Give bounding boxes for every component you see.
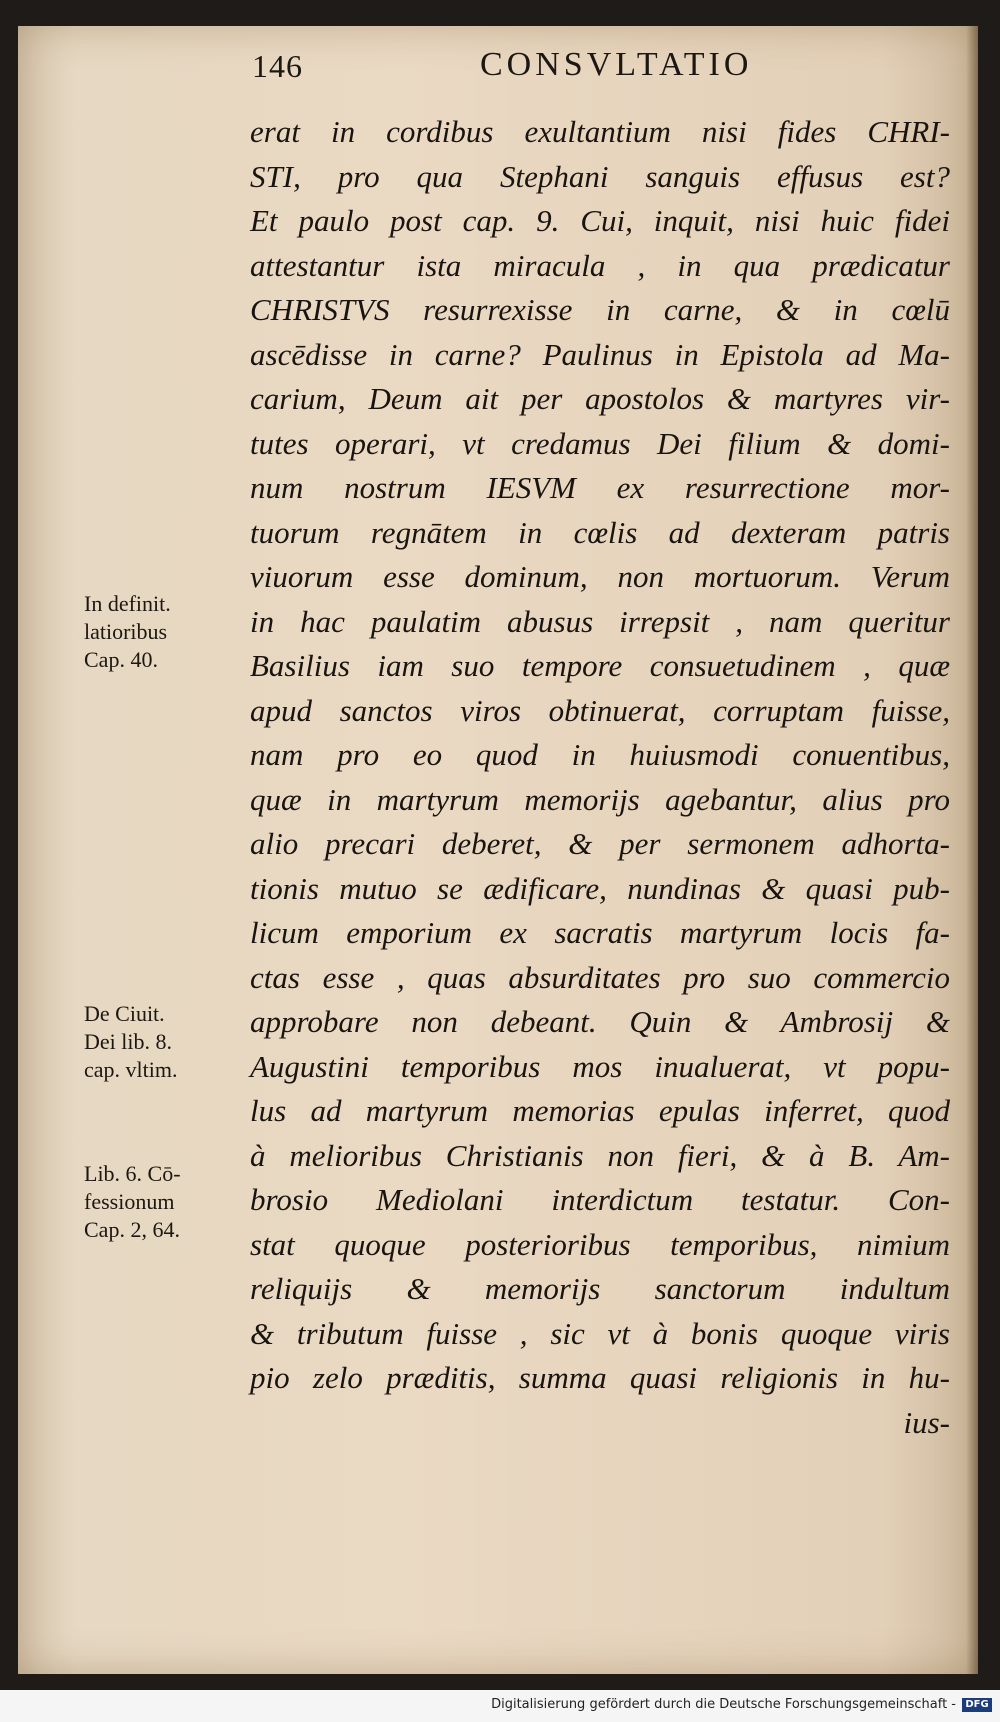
body-line: in hac paulatim abusus irrepsit , nam queritur (250, 603, 950, 639)
body-line: tutes operari, vt credamus Dei filium & domi- (250, 425, 950, 461)
body-line: pio zelo præditis, summa quasi religionis in hu- (250, 1360, 950, 1395)
margin-note-line: latioribus (84, 619, 168, 644)
body-line: attestantur ista miracula , in qua prædicatur (250, 247, 950, 283)
body-line: quæ in martyrum memorijs agebantur, alius pro (250, 781, 950, 817)
body-line: stat quoque posterioribus temporibus, nimium (250, 1226, 950, 1262)
footer-credit: Digitalisierung gefördert durch die Deutsche Forschungsgemeinschaft - (491, 1697, 956, 1712)
page-number: 146 (252, 48, 303, 84)
body-line: ctas esse , quas absurditates pro suo commercio (250, 959, 950, 995)
margin-note-confessionum (84, 1160, 244, 1244)
margin-note-line: Cap. 40. (84, 647, 158, 672)
body-line: carium, Deum ait per apostolos & martyres vir- (250, 381, 950, 416)
body-line: CHRISTVS resurrexisse in carne, & in cœlū (250, 292, 950, 327)
body-line: licum emporium ex sacratis martyrum locis fa- (250, 915, 950, 950)
body-line: nam pro eo quod in huiusmodi conuentibus, (250, 737, 950, 772)
body-line: num nostrum IESVM ex resurrectione mor- (250, 470, 950, 505)
body-line: à melioribus Christianis non fieri, & à B. Am- (250, 1137, 950, 1173)
margin-note-line: De Ciuit. (84, 1001, 165, 1026)
margin-note-line: Dei lib. 8. (84, 1029, 172, 1054)
margin-note-line: Cap. 2, 64. (84, 1217, 180, 1242)
body-line: & tributum fuisse , sic vt à bonis quoque viris (250, 1315, 950, 1351)
body-line: reliquijs & memorijs sanctorum indultum (250, 1271, 950, 1306)
body-line: approbare non debeant. Quin & Ambrosij & (250, 1004, 950, 1039)
margin-note-definitions (84, 590, 244, 674)
body-line: erat in cordibus exultantium nisi fides CHRI- (250, 114, 950, 149)
body-line: Augustini temporibus mos inualuerat, vt popu- (250, 1048, 950, 1084)
dfg-logo-icon: DFG (962, 1698, 992, 1712)
margin-note-line: cap. vltim. (84, 1057, 178, 1082)
body-line: Basilius iam suo tempore consuetudinem , quæ (250, 648, 950, 683)
body-line: STI, pro qua Stephani sanguis effusus est? (250, 158, 950, 194)
margin-note-line: Lib. 6. Cō- (84, 1161, 181, 1186)
catchword: ius- (903, 1404, 950, 1440)
margin-note-line: fessionum (84, 1189, 175, 1214)
body-line: Et paulo post cap. 9. Cui, inquit, nisi huic fidei (250, 203, 950, 238)
margin-note-de-ciuitate (84, 1000, 244, 1084)
margin-note-line: In definit. (84, 591, 171, 616)
body-line: viuorum esse dominum, non mortuorum. Verum (250, 559, 950, 594)
body-line: tuorum regnātem in cœlis ad dexteram patris (250, 514, 950, 550)
body-line: brosio Mediolani interdictum testatur. Con- (250, 1182, 950, 1217)
body-line: lus ad martyrum memorias epulas inferret, quod (250, 1093, 950, 1128)
footer-bar (0, 1690, 1000, 1722)
body-line: ascēdisse in carne? Paulinus in Epistola ad Ma- (250, 336, 950, 372)
page-header (230, 42, 930, 92)
page-edge-shadow (966, 26, 978, 1674)
body-text (250, 110, 950, 1445)
running-head: CONSVLTATIO (480, 46, 753, 83)
body-line: apud sanctos viros obtinuerat, corruptam fuisse, (250, 692, 950, 728)
body-line: alio precari deberet, & per sermonem adhorta- (250, 826, 950, 861)
body-line: tionis mutuo se ædificare, nundinas & quasi pub- (250, 870, 950, 906)
